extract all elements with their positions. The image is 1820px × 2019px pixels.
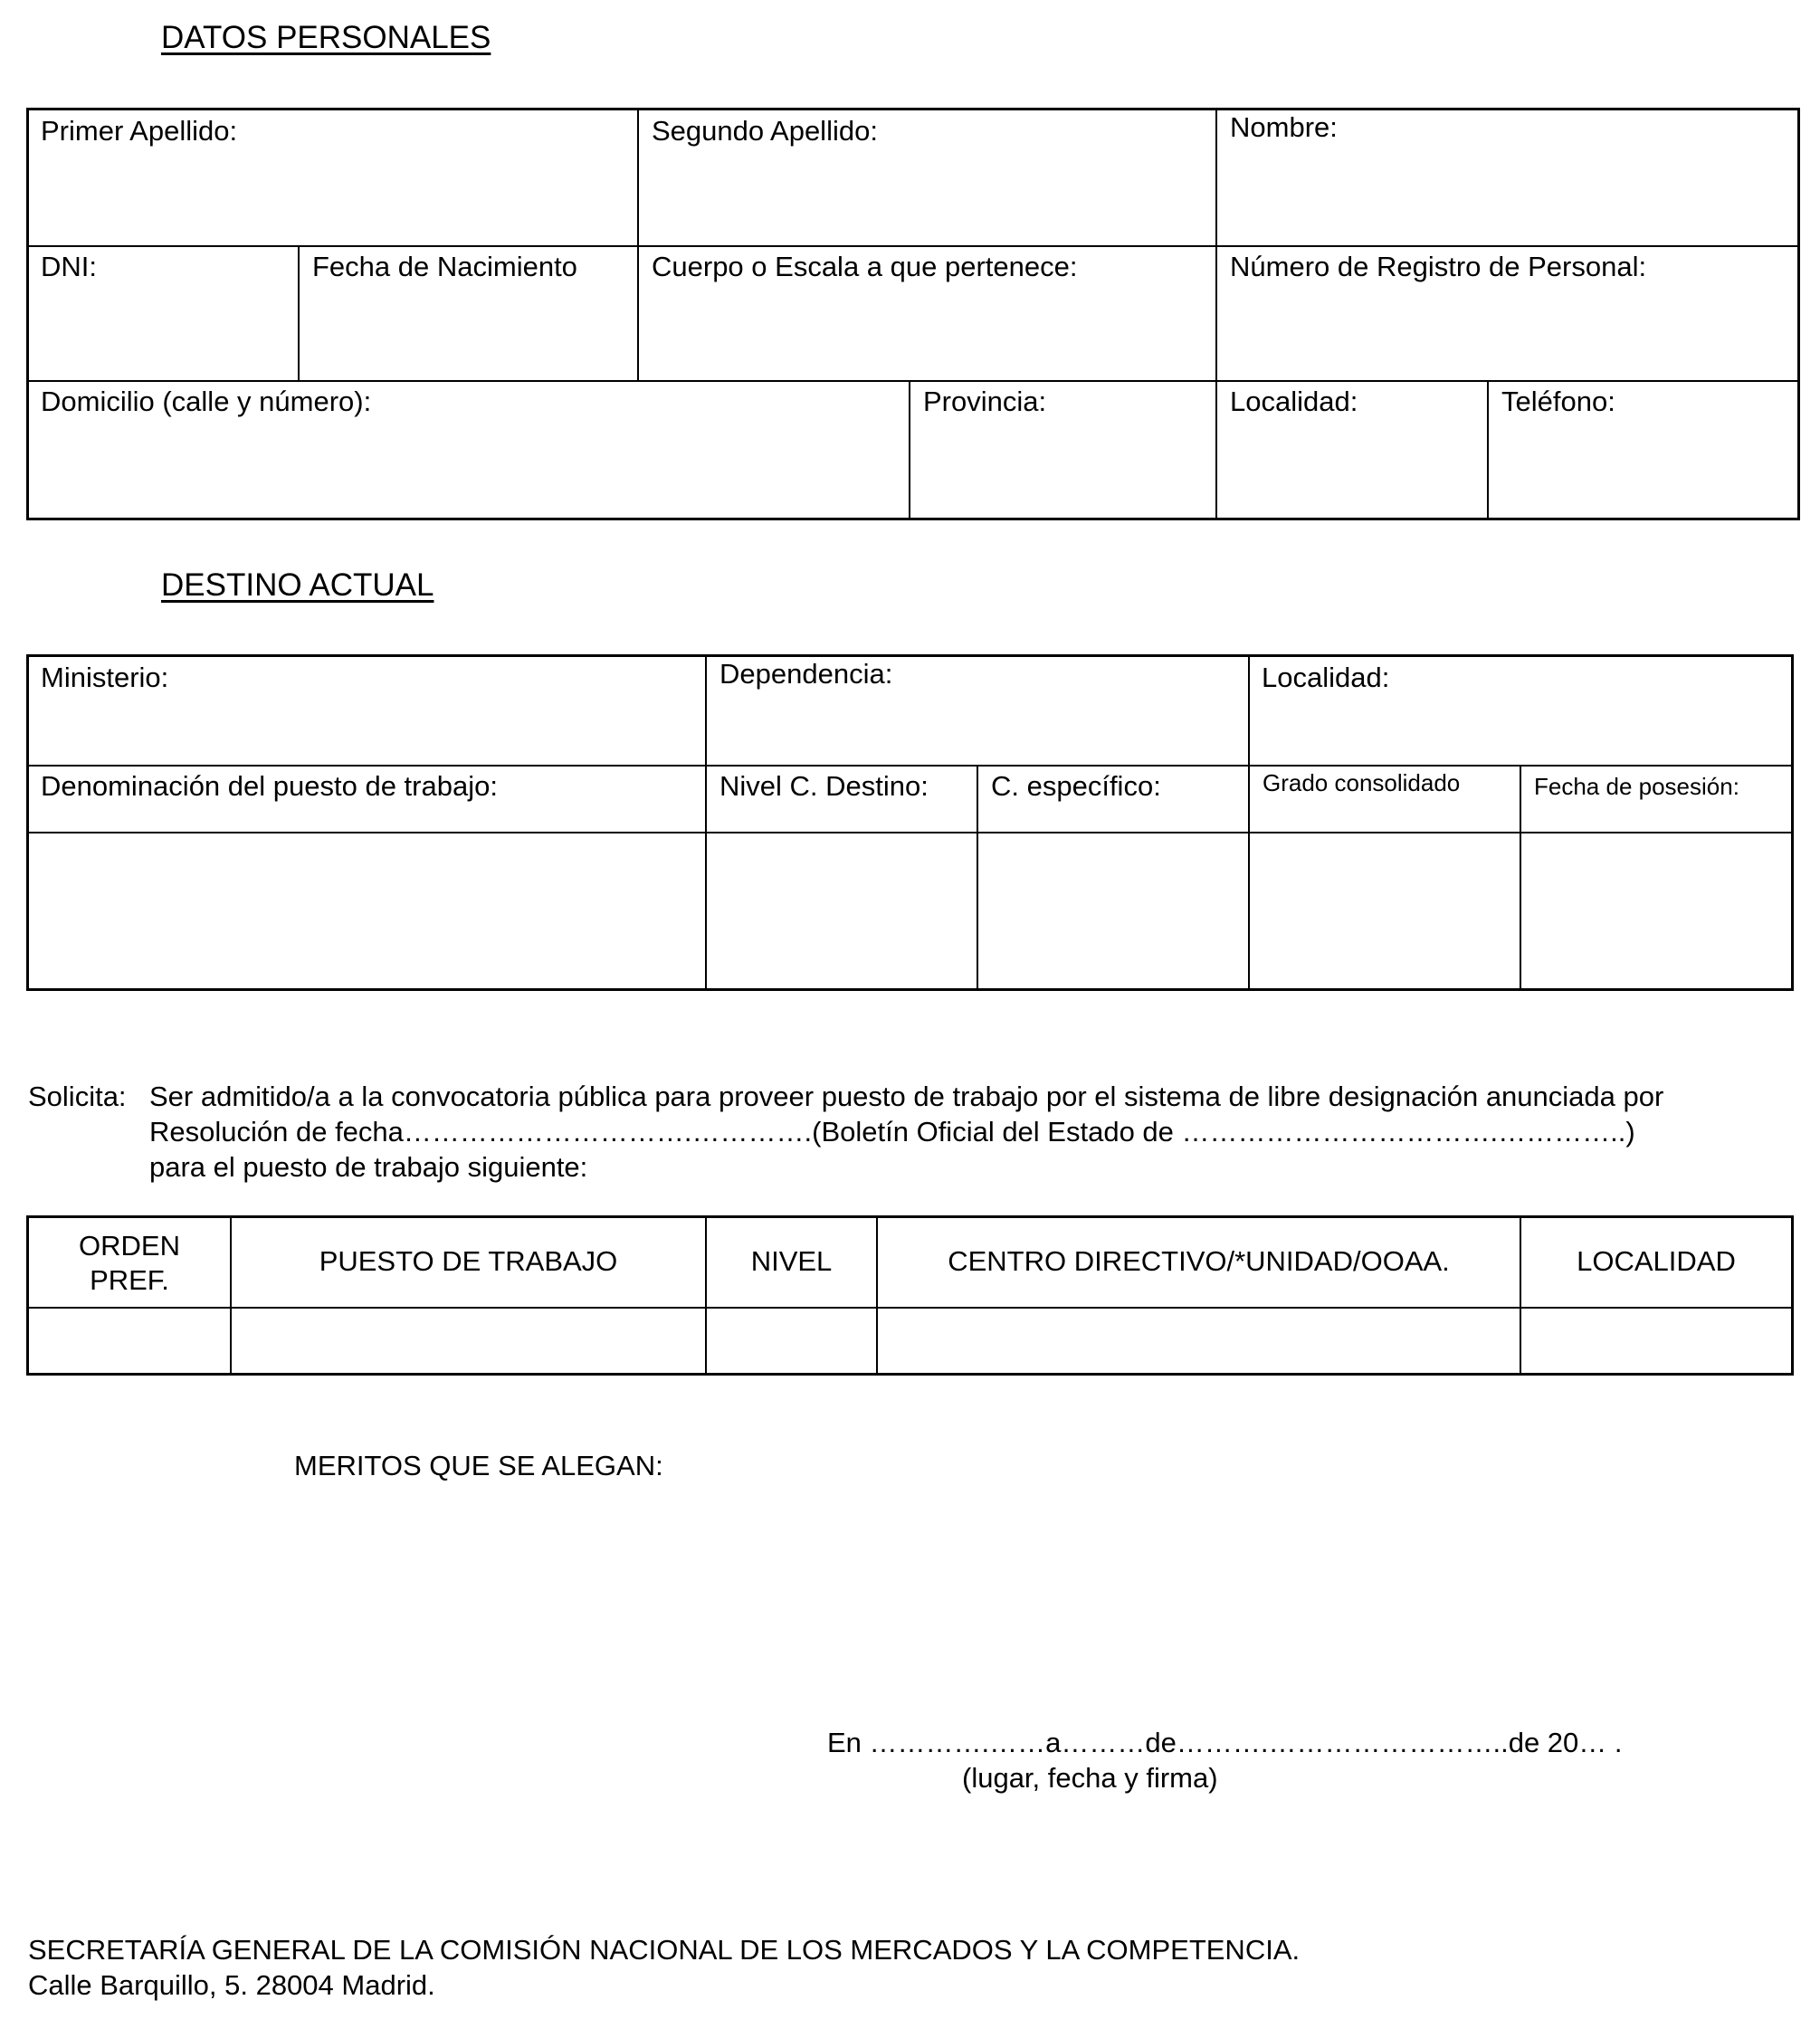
field-telefono: Teléfono: — [1501, 386, 1615, 417]
table-border — [26, 654, 29, 991]
table-divider — [1248, 654, 1250, 990]
table-border — [1797, 108, 1800, 520]
table-border — [26, 1373, 1794, 1376]
field-dependencia: Dependencia: — [719, 658, 893, 690]
field-cuerpo-escala: Cuerpo o Escala a que pertenece: — [652, 251, 1078, 282]
field-grado-consolidado: Grado consolidado — [1263, 769, 1461, 796]
table-divider — [298, 245, 300, 382]
field-ministerio: Ministerio: — [41, 662, 169, 693]
table-divider — [909, 380, 910, 519]
table-divider — [1215, 108, 1217, 519]
table-divider — [26, 380, 1800, 382]
field-numero-registro: Número de Registro de Personal: — [1230, 251, 1647, 282]
solicita-line-1: Ser admitido/a a la convocatoria pública para proveer puesto de trabajo por el sistema de libre designación anunciada por — [149, 1081, 1664, 1112]
field-primer-apellido: Primer Apellido: — [41, 115, 238, 147]
table-divider — [637, 108, 639, 382]
table-border — [1791, 1215, 1794, 1376]
table-divider — [705, 654, 707, 990]
field-domicilio: Domicilio (calle y número): — [41, 386, 372, 417]
table-border — [26, 108, 1800, 110]
field-segundo-apellido: Segundo Apellido: — [652, 115, 878, 147]
table-divider — [26, 765, 1794, 767]
field-nivel-c-destino: Nivel C. Destino: — [719, 770, 929, 802]
table-divider — [26, 1307, 1794, 1309]
signature-line: En ………….……a………de……….……………………..de 20… . — [827, 1727, 1623, 1758]
field-fecha-nacimiento: Fecha de Nacimiento — [312, 251, 577, 282]
section-title-datos-personales: DATOS PERSONALES — [161, 20, 491, 55]
table-divider — [705, 1215, 707, 1375]
field-localidad: Localidad: — [1230, 386, 1358, 417]
header-centro-directivo: CENTRO DIRECTIVO/*UNIDAD/OOAA. — [948, 1245, 1450, 1277]
section-title-destino-actual: DESTINO ACTUAL — [161, 567, 434, 603]
field-denominacion-puesto: Denominación del puesto de trabajo: — [41, 770, 498, 802]
solicita-line-3: para el puesto de trabajo siguiente: — [149, 1151, 588, 1183]
field-dni: DNI: — [41, 251, 97, 282]
header-pref: PREF. — [90, 1264, 169, 1296]
table-divider — [230, 1215, 232, 1375]
header-localidad: LOCALIDAD — [1577, 1245, 1736, 1277]
table-border — [26, 988, 1794, 991]
solicita-label: Solicita: — [28, 1081, 127, 1112]
table-divider — [977, 765, 978, 990]
table-divider — [26, 245, 1800, 247]
footer-address-line-1: SECRETARÍA GENERAL DE LA COMISIÓN NACIONAL DE LOS MERCADOS Y LA COMPETENCIA. — [28, 1934, 1301, 1966]
table-border — [26, 108, 29, 520]
header-orden: ORDEN — [79, 1230, 180, 1262]
table-border — [1791, 654, 1794, 991]
solicita-line-2: Resolución de fecha………………………….………….(Boletín Oficial del Estado de …………………………….…………..) — [149, 1116, 1635, 1148]
field-c-especifico: C. específico: — [991, 770, 1161, 802]
field-fecha-posesion: Fecha de posesión: — [1534, 773, 1739, 800]
meritos-label: MERITOS QUE SE ALEGAN: — [294, 1450, 663, 1481]
field-nombre: Nombre: — [1230, 111, 1338, 143]
table-divider — [1487, 380, 1489, 519]
table-border — [26, 518, 1800, 520]
table-border — [26, 1215, 1794, 1218]
table-divider — [26, 832, 1794, 833]
table-border — [26, 654, 1794, 657]
table-divider — [1520, 765, 1521, 990]
table-divider — [1520, 1215, 1521, 1375]
field-localidad-destino: Localidad: — [1262, 662, 1390, 693]
table-divider — [876, 1215, 878, 1375]
footer-address-line-2: Calle Barquillo, 5. 28004 Madrid. — [28, 1969, 435, 2001]
header-nivel: NIVEL — [750, 1245, 833, 1277]
header-puesto-trabajo: PUESTO DE TRABAJO — [319, 1245, 618, 1277]
signature-caption: (lugar, fecha y firma) — [962, 1762, 1218, 1794]
field-provincia: Provincia: — [923, 386, 1047, 417]
